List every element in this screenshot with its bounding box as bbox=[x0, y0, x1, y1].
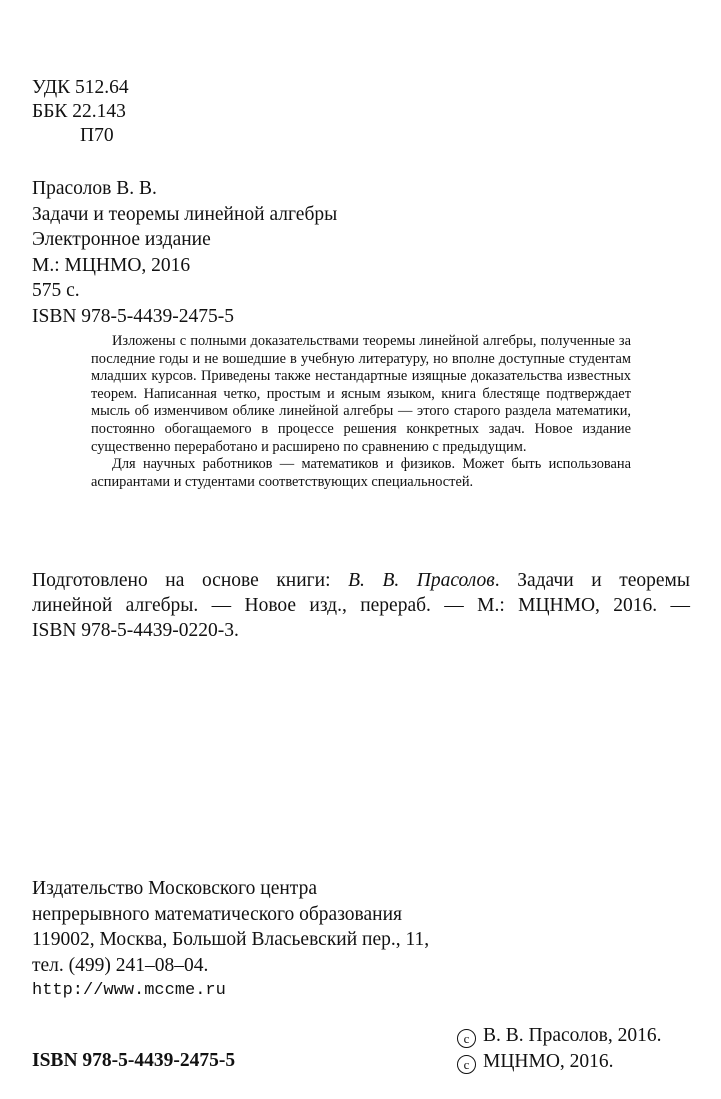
copyright-author-text: В. В. Прасолов, 2016. bbox=[483, 1025, 662, 1046]
copyright-block bbox=[457, 1023, 661, 1075]
copyright-icon: c bbox=[457, 1055, 476, 1074]
source-note bbox=[32, 568, 690, 643]
source-author: В. В. Прасолов bbox=[348, 570, 495, 591]
publisher-name-line: Издательство Московского центра bbox=[32, 878, 317, 899]
author-sign: П70 bbox=[80, 125, 114, 146]
publisher-address: 119002, Москва, Большой Власьевский пер., 11, bbox=[32, 929, 430, 950]
publisher-phone: тел. (499) 241–08–04. bbox=[32, 954, 209, 976]
book-author: Прасолов В. В. bbox=[32, 178, 157, 199]
abstract-paragraph: Для научных работников — математиков и физиков. Может быть использована аспирантами и студентами соответствующих специальностей. bbox=[91, 456, 631, 490]
source-note-line: линейной алгебры. — Новое изд., перераб. — М.: МЦНМО, 2016. — bbox=[32, 595, 690, 616]
book-title: Задачи и теоремы линейной алгебры bbox=[32, 203, 338, 225]
abstract bbox=[91, 333, 631, 491]
copyright-author bbox=[457, 1023, 661, 1049]
copyright-publisher-text: МЦНМО, 2016. bbox=[483, 1051, 614, 1072]
page-count: 575 с. bbox=[32, 280, 80, 301]
source-title: . Задачи и теоремы bbox=[494, 570, 690, 591]
publisher-info bbox=[32, 876, 429, 1004]
copyright-publisher bbox=[457, 1049, 661, 1075]
bbk-code: ББК 22.143 bbox=[32, 101, 126, 122]
copyright-icon: c bbox=[457, 1029, 476, 1048]
udk-code: УДК 512.64 bbox=[32, 77, 129, 98]
publisher-year: М.: МЦНМО, 2016 bbox=[32, 254, 191, 276]
source-isbn: ISBN 978-5-4439-0220-3. bbox=[32, 620, 239, 641]
source-note-line bbox=[32, 568, 690, 593]
source-note-prefix: Подготовлено на основе книги: bbox=[32, 570, 349, 591]
isbn-bottom: ISBN 978-5-4439-2475-5 bbox=[32, 1050, 236, 1071]
publisher-name-line: непрерывного математического образования bbox=[32, 903, 402, 925]
classification-block bbox=[32, 76, 129, 148]
edition-type: Электронное издание bbox=[32, 229, 211, 250]
publisher-url[interactable]: http://www.mccme.ru bbox=[32, 981, 226, 1000]
abstract-paragraph: Изложены с полными доказательствами теоремы линейной алгебры, полученные за последние годы и не вошедшие в учебную литературу, но вполне доступные студентам младших курсов. Приведены также нестандартные изящные доказательства известных теорем. Написанная четко, простым и ясным языком, книга блестяще подтверждает мысль об изменчивом облике линейной алгебры — этого старого раздела математики, постоянно обогащаемого в процессе решения конкретных задач. Новое издание существенно переработано и расширено по сравнению с предыдущим. bbox=[91, 333, 631, 455]
bibliographic-record bbox=[32, 176, 337, 329]
isbn: ISBN 978-5-4439-2475-5 bbox=[32, 305, 235, 327]
